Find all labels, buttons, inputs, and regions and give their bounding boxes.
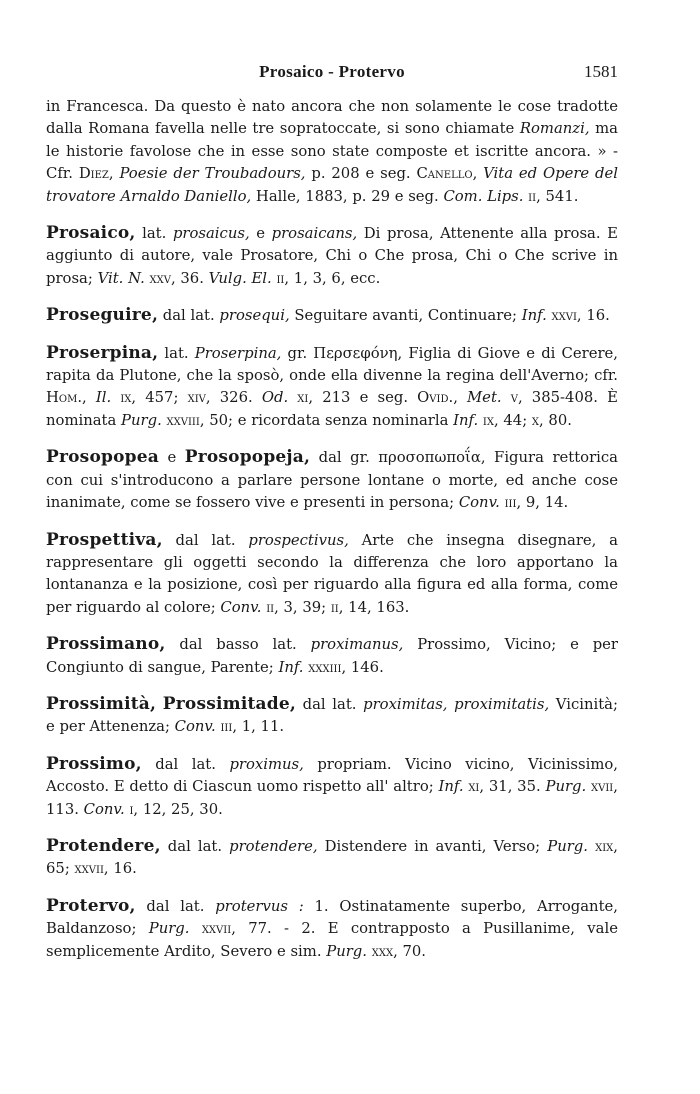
text-span: in Francesca. Da questo è nato ancora che non solamente le cose tradotte dalla Romana favella nelle tre sopratoccate, si sono chiamate bbox=[46, 98, 618, 138]
text-span: , bbox=[108, 165, 120, 183]
text-span: , 44; bbox=[493, 411, 532, 429]
dictionary-page bbox=[46, 58, 618, 963]
small-caps-ref: xxxiii bbox=[308, 658, 342, 676]
text-span: , 541. bbox=[536, 187, 579, 205]
italic-term: Purg. bbox=[148, 920, 190, 938]
italic-term: proximus, bbox=[229, 755, 304, 773]
entry-headword: Prosopopea bbox=[46, 447, 159, 468]
text-span: , 457; bbox=[131, 389, 188, 407]
text-span: e bbox=[158, 449, 185, 467]
italic-title: Com. Lips. bbox=[443, 187, 524, 205]
italic-term: prospectivus, bbox=[248, 531, 349, 549]
italic-term: Vit. N. bbox=[97, 269, 145, 287]
dictionary-entry bbox=[46, 895, 618, 963]
dictionary-entry bbox=[46, 693, 618, 739]
text-span: , 3, 39; bbox=[274, 598, 331, 616]
italic-term: Purg. bbox=[547, 837, 588, 855]
entry-headword: Prosaico, bbox=[46, 223, 136, 244]
small-caps-ref: ii bbox=[330, 598, 339, 616]
text-span: lat. bbox=[158, 344, 195, 362]
entry-headword-variant: Prosopopeja, bbox=[184, 447, 311, 468]
italic-term: protendere, bbox=[229, 837, 318, 855]
continuation-paragraph bbox=[46, 96, 618, 208]
text-span bbox=[502, 389, 511, 406]
text-span: ma le historie favolose che in esse sono state composte et iscritte ancora. » - Cfr. bbox=[46, 120, 618, 183]
dictionary-entry bbox=[46, 304, 618, 327]
entry-headword: Prossimano, bbox=[46, 634, 166, 655]
italic-term: prosaicus, bbox=[172, 225, 250, 243]
entry-headword: Prossimità, bbox=[46, 693, 157, 714]
small-caps-ref: xi bbox=[468, 778, 480, 796]
text-span: e bbox=[249, 225, 272, 243]
small-caps-ref: xix bbox=[595, 837, 614, 855]
text-span: dal lat. bbox=[162, 531, 249, 549]
italic-term: proximanus, bbox=[310, 636, 404, 654]
text-span: , 385-408. È nominata bbox=[46, 389, 618, 429]
small-caps-ref: xxvii bbox=[74, 860, 104, 878]
small-caps-ref: ix bbox=[120, 389, 132, 407]
small-caps-ref: xi bbox=[297, 389, 309, 407]
italic-term: Vulg. El. bbox=[208, 269, 272, 287]
small-caps-ref: iii bbox=[504, 494, 517, 512]
entry-headword: Prossimo, bbox=[46, 753, 142, 774]
text-span: , 213 e seg. bbox=[308, 389, 418, 407]
small-caps-ref: v bbox=[510, 389, 518, 407]
italic-term: Inf. bbox=[438, 778, 464, 796]
text-span: , 77. - 2. E contrapposto a Pusillanime, vale semplicemente Ardito, Severo e sim. bbox=[46, 920, 618, 960]
dictionary-entry bbox=[46, 529, 618, 620]
italic-term: Inf. bbox=[278, 658, 304, 676]
text-span: gr. Περσεφόνη, Figlia di Giove e di Cerere, rapita da Plutone, che la sposò, onde ella divenne la regina dell'Averno; cfr. bbox=[46, 344, 618, 385]
text-span: , 146. bbox=[341, 658, 384, 676]
text-span: , 31, 35. bbox=[479, 778, 546, 796]
text-span: , bbox=[453, 389, 468, 407]
roman-numeral: ii bbox=[528, 187, 537, 205]
italic-term: Il. bbox=[95, 389, 112, 407]
text-span: , 65; bbox=[46, 837, 618, 878]
dictionary-entry bbox=[46, 835, 618, 881]
entry-list bbox=[46, 222, 618, 963]
text-span: , 16. bbox=[103, 860, 137, 878]
italic-term: proximitas, proximitatis, bbox=[363, 695, 550, 713]
small-caps-ref: ii bbox=[266, 598, 275, 616]
text-span: dal lat. bbox=[158, 307, 220, 325]
small-caps-ref: ii bbox=[276, 269, 285, 287]
text-span bbox=[190, 920, 202, 937]
small-caps-ref: i bbox=[129, 800, 134, 818]
text-span: dal lat. bbox=[135, 897, 216, 915]
italic-term: prosaicans, bbox=[271, 225, 358, 243]
italic-term: Romanzi, bbox=[519, 120, 590, 138]
text-span: , 16. bbox=[576, 307, 610, 325]
text-span: Di prosa, Attenente alla prosa. E aggiunto di autore, vale Prosatore, Chi o Che prosa, Chi o Che scrive in prosa; bbox=[46, 225, 618, 287]
italic-term: Conv. bbox=[83, 800, 125, 818]
entry-headword: Protervo, bbox=[46, 895, 136, 916]
text-span: , 326. bbox=[205, 389, 262, 407]
italic-term: Met. bbox=[467, 389, 502, 407]
entry-headword: Protendere, bbox=[46, 835, 161, 856]
small-caps-ref: xxx bbox=[371, 942, 394, 960]
italic-term: protervus : bbox=[215, 897, 304, 915]
entries-body bbox=[46, 96, 618, 963]
text-span: , 1, 3, 6, ecc. bbox=[284, 269, 381, 287]
text-span: Distendere in avanti, Verso; bbox=[317, 837, 548, 855]
author-name: Diez bbox=[78, 165, 109, 183]
small-caps-ref: Hom. bbox=[46, 389, 83, 407]
italic-term: Inf. bbox=[453, 411, 479, 429]
small-caps-ref: ix bbox=[482, 411, 494, 429]
text-span: Halle, 1883, p. 29 e seg. bbox=[251, 187, 444, 205]
text-span: dal lat. bbox=[295, 695, 364, 713]
running-head-title: Prosaico - Protervo bbox=[259, 62, 405, 81]
italic-term: Conv. bbox=[174, 718, 216, 736]
italic-term: Conv. bbox=[220, 598, 262, 616]
author-name: Canello bbox=[416, 165, 473, 183]
small-caps-ref: iii bbox=[220, 718, 233, 736]
text-span: 1. Ostinatamente superbo, Arrogante, Baldanzoso; bbox=[46, 897, 618, 938]
text-span: , 1, 11. bbox=[232, 718, 285, 736]
text-span: Arte che insegna disegnare, a rappresentare gli oggetti secondo la differenza che loro apportano la lontananza e la posizione, così per riguardo alla figura ed alla forma, come per riguardo al colore; bbox=[46, 531, 618, 616]
entry-headword: Proseguire, bbox=[46, 305, 159, 326]
text-span: propriam. Vicino vicino, Vicinissimo, Accosto. E detto di Ciascun uomo rispetto all' altro; bbox=[46, 755, 618, 796]
text-span: dal lat. bbox=[141, 755, 230, 773]
italic-term: Purg. bbox=[545, 778, 587, 796]
text-span: , 113. bbox=[46, 778, 618, 818]
small-caps-ref: xvii bbox=[591, 778, 614, 796]
small-caps-ref: xxviii bbox=[166, 411, 200, 429]
dictionary-entry bbox=[46, 222, 618, 290]
italic-term: Purg. bbox=[121, 411, 162, 429]
italic-title: Poesie der Troubadours, bbox=[119, 165, 306, 183]
small-caps-ref: xiv bbox=[187, 389, 206, 407]
text-span: dal gr. προσοπωποΐα, Figura rettorica con cui s'introducono a parlare persone lontane o morte, ed anche cose inanimate, come se fossero vive e presenti in persona; bbox=[46, 449, 619, 512]
small-caps-ref: x bbox=[531, 411, 540, 429]
text-span bbox=[111, 389, 120, 406]
small-caps-ref: xxvi bbox=[551, 307, 577, 325]
dictionary-entry bbox=[46, 633, 618, 679]
italic-term: Inf. bbox=[521, 307, 547, 325]
small-caps-ref: Ovid. bbox=[417, 389, 454, 407]
italic-term: Purg. bbox=[326, 942, 367, 960]
text-span: , 9, 14. bbox=[516, 494, 569, 512]
small-caps-ref: xxv bbox=[149, 269, 171, 287]
dictionary-entry bbox=[46, 446, 618, 514]
entry-headword: Prospettiva, bbox=[46, 529, 163, 550]
text-span: Seguitare avanti, Continuare; bbox=[289, 307, 522, 325]
text-span: Vicinità; e per Attenenza; bbox=[46, 695, 618, 736]
text-span: , 50; e ricordata senza nominarla bbox=[199, 411, 454, 429]
text-span: lat. bbox=[135, 225, 173, 243]
text-span: , 36. bbox=[170, 269, 209, 287]
italic-title: Vita ed Opere del trovatore Arnaldo Daniello, bbox=[46, 165, 618, 205]
dictionary-entry bbox=[46, 342, 618, 433]
italic-term: Proserpina, bbox=[194, 344, 282, 362]
entry-headword: Proserpina, bbox=[46, 342, 159, 363]
page-number: 1581 bbox=[584, 62, 618, 81]
running-head bbox=[46, 58, 618, 88]
text-span: , 80. bbox=[539, 411, 572, 429]
small-caps-ref: xxvii bbox=[201, 920, 232, 938]
text-span: , bbox=[82, 389, 96, 407]
italic-term: prosequi, bbox=[219, 307, 290, 325]
text-span: , 70. bbox=[393, 942, 427, 960]
italic-term: Od. bbox=[261, 389, 289, 407]
text-span: dal basso lat. bbox=[165, 636, 311, 654]
dictionary-entry bbox=[46, 753, 618, 821]
text-span: , bbox=[472, 165, 484, 183]
text-span: Prossimo, Vicino; e per Congiunto di sangue, Parente; bbox=[46, 636, 618, 676]
entry-headword-variant: Prossimitade, bbox=[162, 693, 296, 714]
text-span: , 14, 163. bbox=[338, 598, 410, 616]
text-span: , 12, 25, 30. bbox=[133, 800, 223, 818]
text-span bbox=[156, 696, 163, 713]
text-span: dal lat. bbox=[160, 837, 230, 855]
text-span: p. 208 e seg. bbox=[305, 165, 417, 183]
text-span bbox=[288, 389, 297, 406]
italic-term: Conv. bbox=[458, 494, 500, 512]
